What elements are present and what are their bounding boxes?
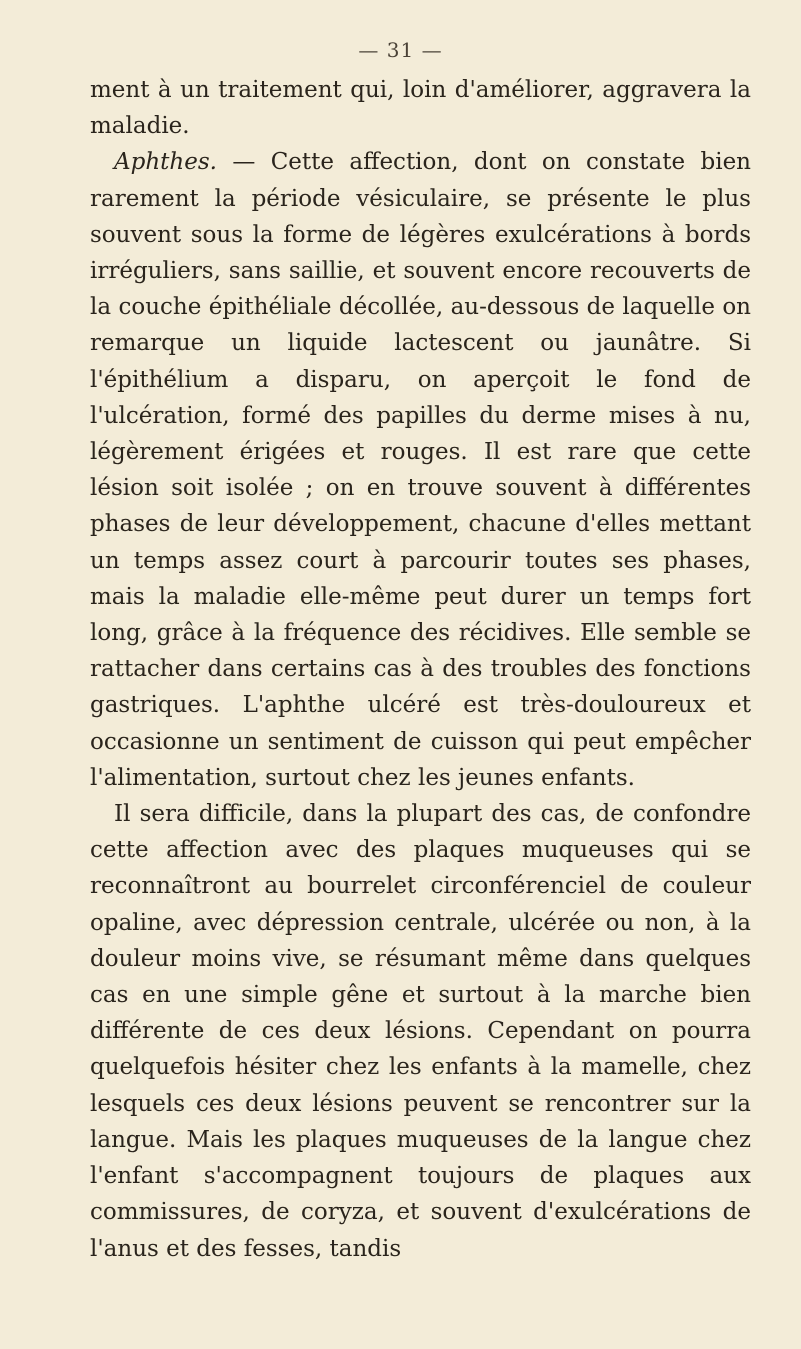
paragraph-diagnosis: Il sera difficile, dans la plupart des cas, de confondre cette affection avec des plaques muqueuses qui se reconnaîtront au bourrelet circonférenciel de couleur opaline, avec dépression centrale, ulcérée ou non, à la douleur moins vive, se résumant même dans quelques cas en une simple gêne et surtout à la marche bien différente de ces deux lésions. Cependant on pourra quelquefois hésiter chez les enfants à la mamelle, chez lesquels ces deux lésions peuvent se rencontrer sur la langue. Mais les plaques muqueuses de la langue chez l'enfant s'accompagnent toujours de plaques aux commissures, de coryza, et souvent d'exulcérations de l'anus et des fesses, tandis: [90, 801, 751, 1262]
paragraph-continuation: ment à un traitement qui, loin d'améliorer, aggravera la maladie.: [90, 77, 751, 140]
paragraph-aphthes-body: — Cette affection, dont on constate bien rarement la période vésiculaire, se présente le plus souvent sous la forme de légères exulcérations à bords irréguliers, sans saillie, et souvent encore recouverts de la couche épithéliale décollée, au-dessous de laquelle on remarque un liquide lactescent ou jaunâtre. Si l'épithélium a disparu, on aperçoit le fond de l'ulcération, formé des papilles du derme mises à nu, légèrement érigées et rouges. Il est rare que cette lésion soit isolée ; on en trouve souvent à différentes phases de leur développement, chacune d'elles mettant un temps assez court à parcourir toutes ses phases, mais la maladie elle-même peut durer un temps fort long, grâce à la fréquence des récidives. Elle semble se rattacher dans certains cas à des troubles des fonctions gastriques. L'aphthe ulcéré est très-douloureux et occasionne un sentiment de cuisson qui peut empêcher l'alimentation, surtout chez les jeunes enfants.: [90, 149, 751, 791]
page-number: — 31 —: [358, 38, 443, 62]
body-text: [90, 72, 751, 1267]
section-heading-aphthes: Aphthes.: [114, 149, 217, 176]
paragraph-aphthes: [90, 144, 751, 796]
